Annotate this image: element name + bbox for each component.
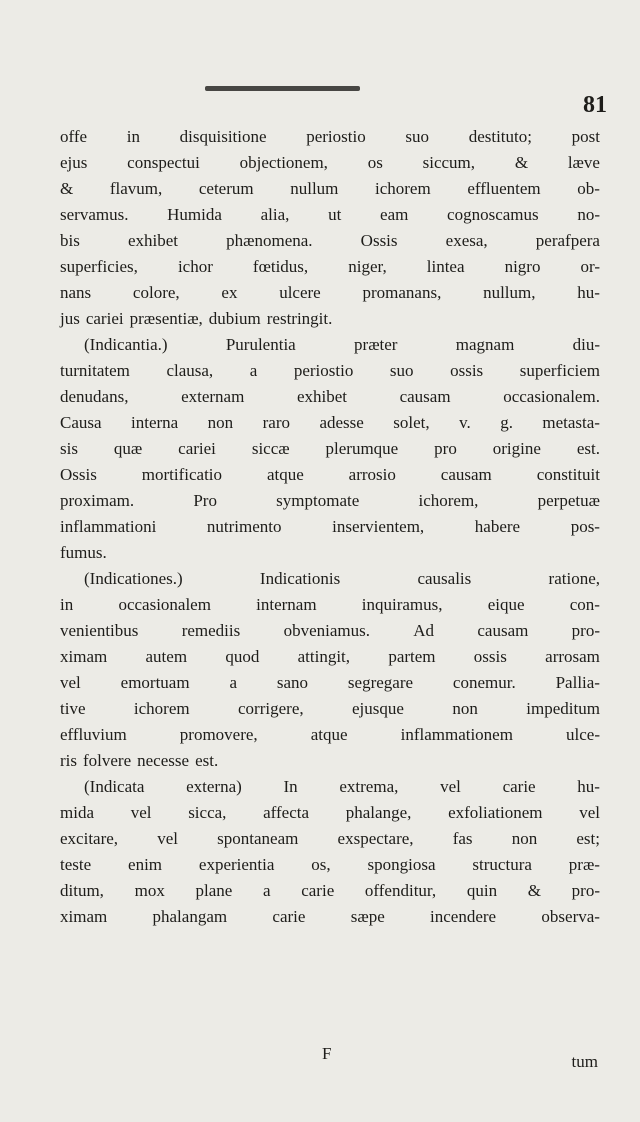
text-line: mida vel sicca, affecta phalange, exfoliationem vel [60, 803, 600, 822]
text-line: ris folvere necesse est. [60, 751, 219, 770]
text-line: & flavum, ceterum nullum ichorem effluentem ob- [60, 179, 600, 198]
text-line: teste enim experientia os, spongiosa structura præ- [60, 855, 600, 874]
text-line: ximam autem quod attingit, partem ossis arrosam [60, 647, 600, 666]
text-line: effluvium promovere, atque inflammationem ulce- [60, 725, 600, 744]
text-line: (Indicata externa) In extrema, vel carie hu- [84, 777, 600, 796]
body-text [60, 124, 600, 930]
text-line: excitare, vel spontaneam exspectare, fas non est; [60, 829, 600, 848]
signature-mark: F [322, 1044, 332, 1063]
text-line: denudans, externam exhibet causam occasionalem. [60, 387, 600, 406]
catchword: tum [571, 1052, 598, 1071]
text-line: jus cariei præsentiæ, dubium restringit. [60, 309, 333, 328]
text-line: venientibus remediis obveniamus. Ad causam pro- [60, 621, 600, 640]
text-line: (Indicantia.) Purulentia præter magnam diu- [84, 335, 600, 354]
text-line: (Indicationes.) Indicationis causalis ratione, [84, 569, 600, 588]
text-line: superficies, ichor fœtidus, niger, lintea nigro or- [60, 257, 600, 276]
text-line: nans colore, ex ulcere promanans, nullum, hu- [60, 283, 600, 302]
text-line: ejus conspectui objectionem, os siccum, & læve [60, 153, 600, 172]
text-line: turnitatem clausa, a periostio suo ossis superficiem [60, 361, 600, 380]
page-number: 81 [583, 92, 607, 118]
text-line: ximam phalangam carie sæpe incendere observa- [60, 907, 600, 926]
header-rule [205, 86, 360, 91]
text-line: fumus. [60, 543, 107, 562]
text-line: sis quæ cariei siccæ plerumque pro origine est. [60, 439, 600, 458]
text-line: Ossis mortificatio atque arrosio causam constituit [60, 465, 600, 484]
text-line: in occasionalem internam inquiramus, eique con- [60, 595, 600, 614]
text-line: proximam. Pro symptomate ichorem, perpetuæ [60, 491, 600, 510]
text-line: offe in disquisitione periostio suo destituto; post [60, 127, 600, 146]
text-line: servamus. Humida alia, ut eam cognoscamus no- [60, 205, 600, 224]
text-line: Causa interna non raro adesse solet, v. g. metasta- [60, 413, 600, 432]
text-line: ditum, mox plane a carie offenditur, quin & pro- [60, 881, 600, 900]
text-line: tive ichorem corrigere, ejusque non impeditum [60, 699, 600, 718]
page-footer [60, 1044, 600, 1070]
text-line: vel emortuam a sano segregare conemur. Pallia- [60, 673, 600, 692]
text-line: bis exhibet phænomena. Ossis exesa, perafpera [60, 231, 600, 250]
text-line: inflammationi nutrimento inservientem, habere pos- [60, 517, 600, 536]
